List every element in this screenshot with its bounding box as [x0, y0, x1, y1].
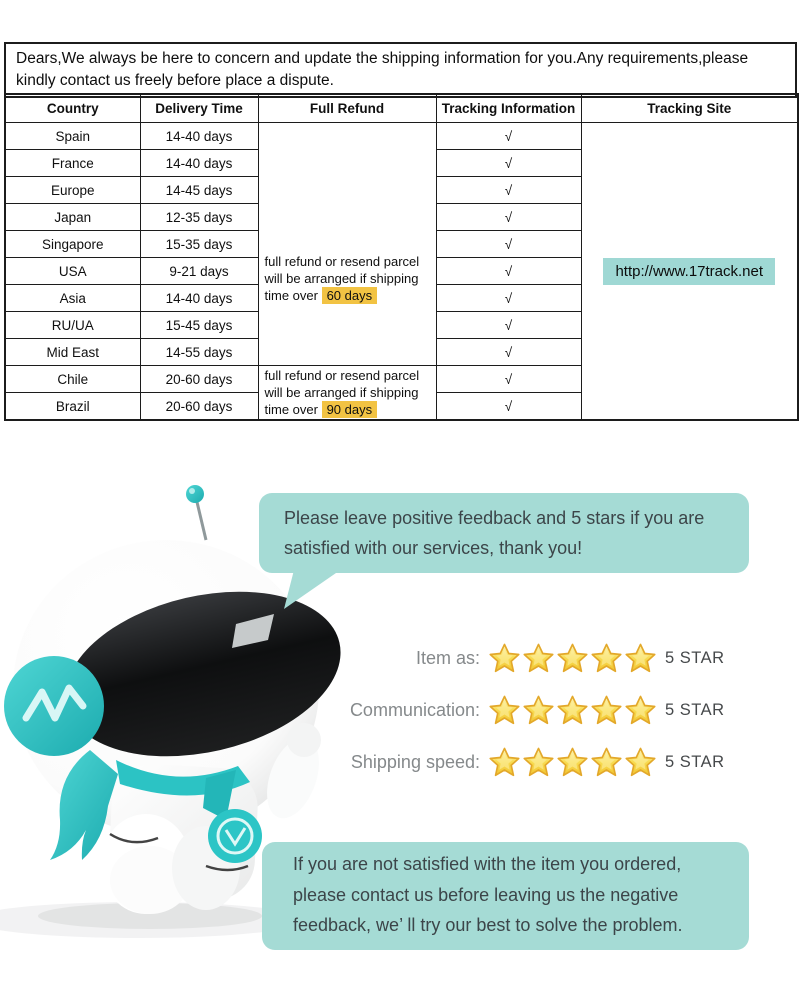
- tracking-check: √: [436, 177, 581, 204]
- dispute-warning-bubble: [262, 842, 749, 950]
- tracking-check: √: [436, 258, 581, 285]
- rating-value-text: 5 STAR: [665, 752, 725, 771]
- rating-label: Communication:: [349, 699, 480, 720]
- star-icon: [557, 695, 588, 725]
- feedback-request-text: Please leave positive feedback and 5 stars if you are satisfied with our services, thank you!: [284, 508, 705, 558]
- tracking-check: √: [436, 366, 581, 393]
- star-icon: [489, 747, 520, 777]
- country-cell: Singapore: [5, 231, 140, 258]
- tracking-check: √: [436, 339, 581, 366]
- country-cell: Mid East: [5, 339, 140, 366]
- star-rating: [489, 695, 656, 725]
- refund-text: full refund or resend parcel will be arranged if shipping time over: [264, 368, 420, 417]
- star-icon: [625, 643, 656, 673]
- star-icon: [523, 747, 554, 777]
- country-cell: Brazil: [5, 393, 140, 421]
- rating-label: Shipping speed:: [350, 751, 480, 772]
- rating-row-communication: [328, 692, 798, 728]
- star-icon: [523, 695, 554, 725]
- table-header-row: [5, 94, 798, 123]
- country-cell: Spain: [5, 123, 140, 150]
- star-icon: [489, 695, 520, 725]
- header-country: Country: [5, 94, 140, 123]
- refund-days-highlight: 90 days: [322, 401, 378, 418]
- header-full-refund: Full Refund: [258, 94, 436, 123]
- delivery-cell: 14-45 days: [140, 177, 258, 204]
- delivery-cell: 15-35 days: [140, 231, 258, 258]
- rating-row-shipping-speed: [328, 744, 798, 780]
- delivery-cell: 20-60 days: [140, 366, 258, 393]
- country-cell: France: [5, 150, 140, 177]
- tracking-check: √: [436, 312, 581, 339]
- rating-value-text: 5 STAR: [665, 700, 725, 719]
- country-cell: Asia: [5, 285, 140, 312]
- delivery-cell: 20-60 days: [140, 393, 258, 421]
- star-rating: [489, 747, 656, 777]
- tracking-check: √: [436, 123, 581, 150]
- star-icon: [557, 747, 588, 777]
- delivery-cell: 15-45 days: [140, 312, 258, 339]
- header-tracking-information: Tracking Information: [436, 94, 581, 123]
- rating-label: Item as:: [415, 647, 480, 668]
- country-cell: USA: [5, 258, 140, 285]
- country-cell: Chile: [5, 366, 140, 393]
- star-icon: [625, 695, 656, 725]
- refund-cell-group-2: [258, 366, 436, 421]
- shipping-notice: [4, 42, 797, 98]
- refund-cell-group-1: [258, 123, 436, 366]
- star-icon: [489, 643, 520, 673]
- header-delivery-time: Delivery Time: [140, 94, 258, 123]
- shipping-table: [4, 93, 799, 421]
- star-icon: [591, 643, 622, 673]
- delivery-cell: 14-40 days: [140, 150, 258, 177]
- star-rating: [489, 643, 656, 673]
- delivery-cell: 14-40 days: [140, 123, 258, 150]
- table-row: [5, 123, 798, 150]
- rating-row-item-as: [328, 640, 798, 676]
- tracking-check: √: [436, 204, 581, 231]
- shipping-notice-text: Dears,We always be here to concern and update the shipping information for you.Any requirements,please kindly contact us freely before place a dispute.: [16, 50, 749, 89]
- feedback-request-bubble: [259, 493, 749, 573]
- tracking-site-cell: [581, 123, 798, 421]
- country-cell: Europe: [5, 177, 140, 204]
- dispute-warning-text: If you are not satisfied with the item you ordered, please contact us before leaving us the negative feedback, we’ ll try our best to solve the problem.: [293, 854, 683, 935]
- bubble-tail: [284, 570, 340, 610]
- star-icon: [591, 695, 622, 725]
- tracking-check: √: [436, 285, 581, 312]
- delivery-cell: 14-40 days: [140, 285, 258, 312]
- tracking-site-link[interactable]: http://www.17track.net: [603, 258, 775, 285]
- tracking-check: √: [436, 150, 581, 177]
- star-icon: [557, 643, 588, 673]
- refund-text: full refund or resend parcel will be arranged if shipping time over: [264, 253, 420, 303]
- delivery-cell: 9-21 days: [140, 258, 258, 285]
- star-icon: [591, 747, 622, 777]
- tracking-check: √: [436, 393, 581, 421]
- delivery-cell: 12-35 days: [140, 204, 258, 231]
- star-icon: [625, 747, 656, 777]
- header-tracking-site: Tracking Site: [581, 94, 798, 123]
- refund-days-highlight: 60 days: [322, 287, 378, 304]
- tracking-check: √: [436, 231, 581, 258]
- delivery-cell: 14-55 days: [140, 339, 258, 366]
- country-cell: Japan: [5, 204, 140, 231]
- star-icon: [523, 643, 554, 673]
- rating-value-text: 5 STAR: [665, 648, 725, 667]
- country-cell: RU/UA: [5, 312, 140, 339]
